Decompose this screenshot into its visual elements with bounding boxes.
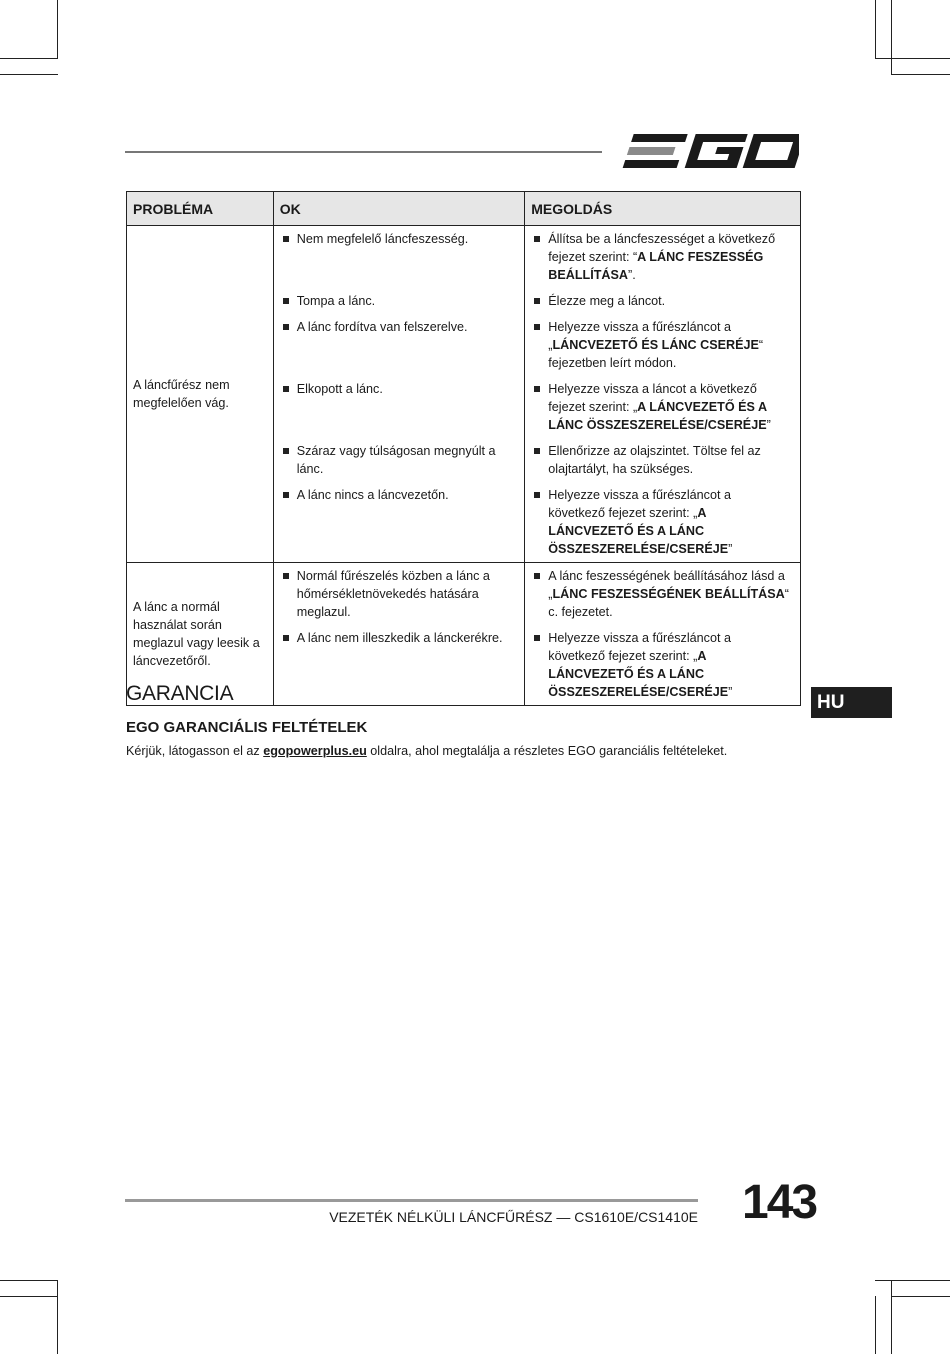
table-row <box>127 226 801 289</box>
header-solution: MEGOLDÁS <box>525 192 801 226</box>
cause-cell: A lánc nincs a láncvezetőn. <box>275 483 524 507</box>
warranty-link[interactable]: egopowerplus.eu <box>263 744 367 758</box>
crop-mark <box>0 58 58 59</box>
page-number: 143 <box>742 1176 817 1229</box>
cause-cell: A lánc nem illeszkedik a lánckerékre. <box>275 626 524 650</box>
crop-mark <box>57 1280 58 1354</box>
header-problem: PROBLÉMA <box>127 192 274 226</box>
crop-mark <box>891 0 892 74</box>
table-header-row <box>127 192 801 226</box>
crop-mark <box>0 1280 58 1281</box>
crop-mark <box>891 74 950 75</box>
solution-cell: Helyezze vissza a fűrészláncot a „LÁNCVEZETŐ ÉS LÁNC CSERÉJE“ fejezetben leírt módon. <box>526 315 799 375</box>
footer-product-title: VEZETÉK NÉLKÜLI LÁNCFŰRÉSZ — CS1610E/CS1410E <box>329 1209 698 1225</box>
cause-cell: Elkopott a lánc. <box>275 377 524 401</box>
cause-cell: A lánc fordítva van felszerelve. <box>275 315 524 339</box>
crop-mark <box>0 1296 58 1297</box>
section-title: GARANCIA <box>126 682 234 705</box>
solution-cell: Helyezze vissza a fűrészláncot a következő fejezet szerint: „A LÁNCVEZETŐ ÉS A LÁNC ÖSSZESZERELÉSE/CSERÉJE” <box>526 626 799 704</box>
solution-cell: Helyezze vissza a fűrészláncot a következő fejezet szerint: „A LÁNCVEZETŐ ÉS A LÁNC ÖSSZESZERELÉSE/CSERÉJE” <box>526 483 799 561</box>
crop-mark <box>891 1296 950 1297</box>
crop-mark <box>875 58 950 59</box>
ego-logo <box>617 130 799 172</box>
problem-cell: A lánc a normál használat során meglazul vagy leesik a láncvezetőről. <box>127 563 274 706</box>
warranty-paragraph: Kérjük, látogasson el az egopowerplus.eu oldalra, ahol megtalálja a részletes EGO garanciális feltételeket. <box>126 744 728 758</box>
crop-mark <box>891 1280 892 1354</box>
cause-cell: Száraz vagy túlságosan megnyúlt a lánc. <box>275 439 524 481</box>
troubleshooting-table <box>126 191 801 706</box>
crop-mark <box>875 0 876 58</box>
crop-mark <box>57 0 58 58</box>
solution-cell: Élezze meg a láncot. <box>526 289 799 313</box>
solution-cell: Ellenőrizze az olajszintet. Töltse fel az olajtartályt, ha szükséges. <box>526 439 799 481</box>
crop-mark <box>875 1296 876 1354</box>
solution-cell: A lánc feszességének beállításához lásd a „LÁNC FESZESSÉGÉNEK BEÁLLÍTÁSA“ c. fejezetet. <box>526 564 799 624</box>
language-tab: HU <box>811 687 892 718</box>
problem-cell: A láncfűrész nem megfelelően vág. <box>127 226 274 563</box>
crop-mark <box>875 1280 950 1281</box>
table-row <box>127 563 801 626</box>
solution-cell: Állítsa be a láncfeszességet a következő fejezet szerint: “A LÁNC FESZESSÉG BEÁLLÍTÁSA”. <box>526 227 799 287</box>
solution-cell: Helyezze vissza a láncot a következő fejezet szerint: „A LÁNCVEZETŐ ÉS A LÁNC ÖSSZESZERELÉSE/CSERÉJE” <box>526 377 799 437</box>
section-subtitle: EGO GARANCIÁLIS FELTÉTELEK <box>126 719 368 736</box>
cause-cell: Normál fűrészelés közben a lánc a hőmérsékletnövekedés hatására meglazul. <box>275 564 524 624</box>
cause-cell: Tompa a lánc. <box>275 289 524 313</box>
header-cause: OK <box>273 192 525 226</box>
crop-mark <box>0 74 58 75</box>
cause-cell: Nem megfelelő láncfeszesség. <box>275 227 524 251</box>
footer-rule <box>125 1199 698 1202</box>
header-rule <box>125 151 602 153</box>
